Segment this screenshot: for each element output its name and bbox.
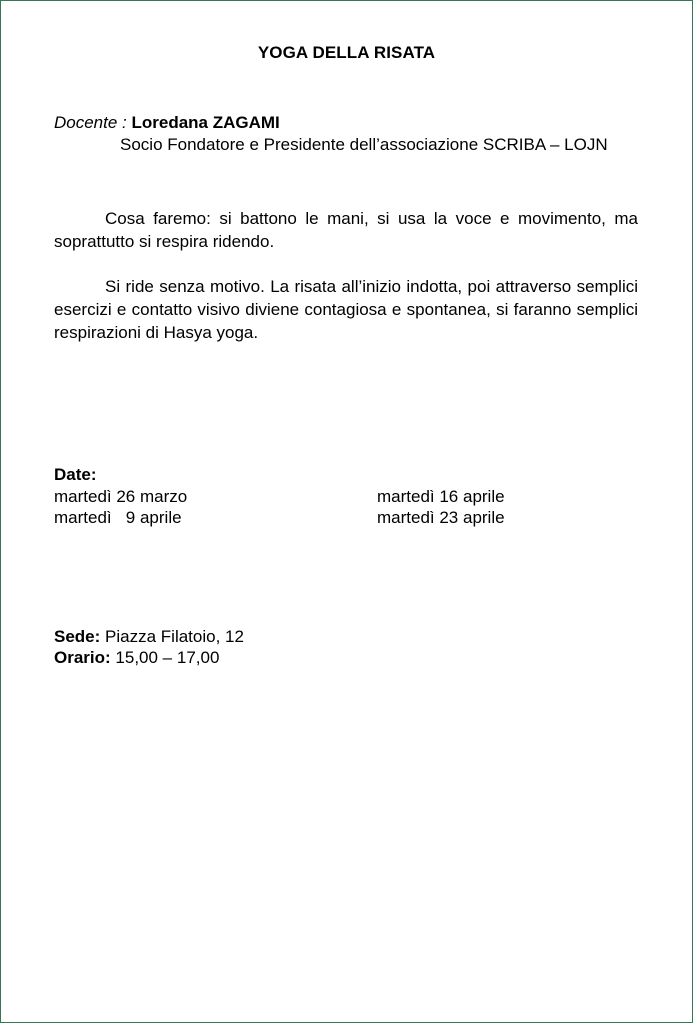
hours-line — [54, 648, 219, 668]
venue-value: Piazza Filatoio, 12 — [105, 627, 244, 646]
paragraph-description: Si ride senza motivo. La risata all’inizio indotta, poi attraverso semplici esercizi e contatto visivo diviene contagiosa e spontanea, si faranno semplici respirazioni di Hasya yoga. — [54, 277, 638, 342]
teacher-line — [54, 113, 280, 133]
venue-line — [54, 627, 244, 647]
dates-label: Date: — [54, 465, 97, 484]
hours-label: Orario: — [54, 648, 111, 667]
date-item: martedì 23 aprile — [377, 508, 505, 527]
teacher-role: Socio Fondatore e Presidente dell’associazione SCRIBA – LOJN — [120, 135, 608, 154]
teacher-label: Docente : — [54, 113, 127, 132]
date-item: martedì 16 aprile — [377, 487, 505, 506]
paragraph-activities: Cosa faremo: si battono le mani, si usa la voce e movimento, ma soprattutto si respira ridendo. — [54, 209, 638, 251]
date-item: martedì 9 aprile — [54, 508, 182, 527]
date-item: martedì 26 marzo — [54, 487, 188, 506]
document-title: YOGA DELLA RISATA — [257, 43, 436, 62]
hours-value: 15,00 – 17,00 — [115, 648, 220, 667]
teacher-name: Loredana ZAGAMI — [131, 113, 280, 132]
venue-label: Sede: — [54, 627, 101, 646]
